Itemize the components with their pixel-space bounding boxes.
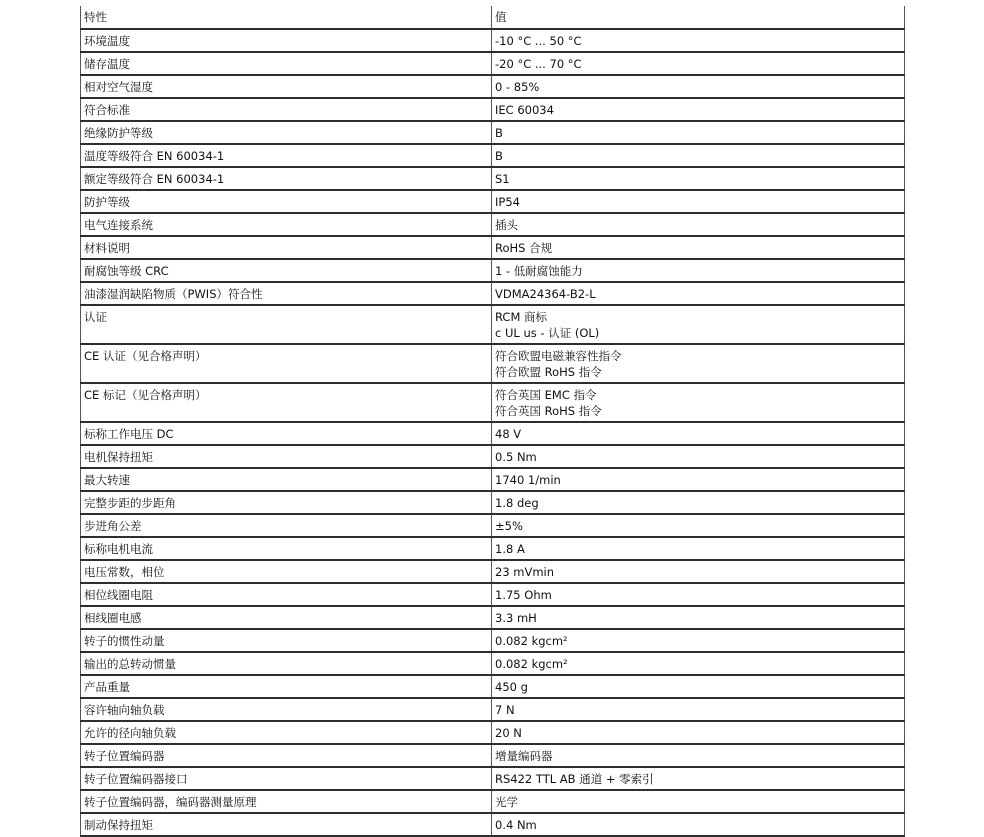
table-row [81,121,905,144]
property-cell: 制动保持扭矩 [81,813,492,836]
property-cell: 输出的总转动惯量 [81,652,492,675]
value-cell: RoHS 合规 [492,236,905,259]
value-cell: 450 g [492,675,905,698]
header-value: 值 [492,6,905,29]
table-row [81,29,905,52]
property-cell: 防护等级 [81,190,492,213]
value-cell: 光学 [492,790,905,813]
spec-table [80,6,905,837]
property-cell: 电机保持扭矩 [81,445,492,468]
property-cell: 材料说明 [81,236,492,259]
value-cell: 48 V [492,422,905,445]
table-row [81,422,905,445]
table-row [81,698,905,721]
table-row [81,767,905,790]
table-row [81,190,905,213]
value-cell: S1 [492,167,905,190]
value-cell: 增量编码器 [492,744,905,767]
table-row [81,629,905,652]
table-row [81,213,905,236]
value-cell: IP54 [492,190,905,213]
table-row [81,445,905,468]
value-cell: VDMA24364-B2-L [492,282,905,305]
property-cell: 转子位置编码器 [81,744,492,767]
value-cell: 20 N [492,721,905,744]
property-cell: 油漆湿润缺陷物质（PWIS）符合性 [81,282,492,305]
table-row [81,790,905,813]
table-body [81,29,905,836]
value-cell: 1 - 低耐腐蚀能力 [492,259,905,282]
table-row [81,560,905,583]
table-row [81,259,905,282]
property-cell: 温度等级符合 EN 60034-1 [81,144,492,167]
value-cell: 1.75 Ohm [492,583,905,606]
value-cell: IEC 60034 [492,98,905,121]
table-row [81,52,905,75]
property-cell: 认证 [81,305,492,344]
value-cell: 0.082 kgcm² [492,652,905,675]
value-cell: 插头 [492,213,905,236]
table-row [81,344,905,383]
table-row [81,305,905,344]
value-cell: 0 - 85% [492,75,905,98]
property-cell: CE 认证（见合格声明） [81,344,492,383]
table-row [81,468,905,491]
table-row [81,75,905,98]
property-cell: 耐腐蚀等级 CRC [81,259,492,282]
table-row [81,675,905,698]
table-row [81,491,905,514]
property-cell: 允许的径向轴负载 [81,721,492,744]
property-cell: 电气连接系统 [81,213,492,236]
property-cell: 相位线圈电阻 [81,583,492,606]
value-cell: B [492,121,905,144]
value-cell: 1.8 deg [492,491,905,514]
table-header-row [81,6,905,29]
property-cell: 储存温度 [81,52,492,75]
table-row [81,98,905,121]
value-cell: RCM 商标 c UL us - 认证 (OL) [492,305,905,344]
table-row [81,144,905,167]
value-cell: 1.8 A [492,537,905,560]
table-row [81,514,905,537]
value-cell: -20 °C ... 70 °C [492,52,905,75]
property-cell: 容许轴向轴负载 [81,698,492,721]
property-cell: 转子位置编码器，编码器测量原理 [81,790,492,813]
value-cell: 3.3 mH [492,606,905,629]
property-cell: 完整步距的步距角 [81,491,492,514]
property-cell: 最大转速 [81,468,492,491]
value-cell: ±5% [492,514,905,537]
table-row [81,167,905,190]
value-cell: 符合英国 EMC 指令 符合英国 RoHS 指令 [492,383,905,422]
value-cell: B [492,144,905,167]
property-cell: 步进角公差 [81,514,492,537]
property-cell: 电压常数，相位 [81,560,492,583]
value-cell: 0.5 Nm [492,445,905,468]
property-cell: 标称工作电压 DC [81,422,492,445]
property-cell: 绝缘防护等级 [81,121,492,144]
table-row [81,721,905,744]
value-cell: 1740 1/min [492,468,905,491]
value-cell: 7 N [492,698,905,721]
property-cell: 符合标准 [81,98,492,121]
property-cell: 相对空气湿度 [81,75,492,98]
property-cell: 转子的惯性动量 [81,629,492,652]
value-cell: RS422 TTL AB 通道 + 零索引 [492,767,905,790]
table-row [81,236,905,259]
header-property: 特性 [81,6,492,29]
property-cell: 转子位置编码器接口 [81,767,492,790]
property-cell: 产品重量 [81,675,492,698]
property-cell: 额定等级符合 EN 60034-1 [81,167,492,190]
table-row [81,652,905,675]
value-cell: 符合欧盟电磁兼容性指令 符合欧盟 RoHS 指令 [492,344,905,383]
table-row [81,744,905,767]
table-row [81,606,905,629]
table-row [81,383,905,422]
property-cell: 标称电机电流 [81,537,492,560]
table-row [81,282,905,305]
property-cell: CE 标记（见合格声明） [81,383,492,422]
table-row [81,537,905,560]
value-cell: -10 °C ... 50 °C [492,29,905,52]
value-cell: 0.082 kgcm² [492,629,905,652]
property-cell: 环境温度 [81,29,492,52]
value-cell: 23 mVmin [492,560,905,583]
table-row [81,813,905,836]
property-cell: 相线圈电感 [81,606,492,629]
table-row [81,583,905,606]
value-cell: 0.4 Nm [492,813,905,836]
